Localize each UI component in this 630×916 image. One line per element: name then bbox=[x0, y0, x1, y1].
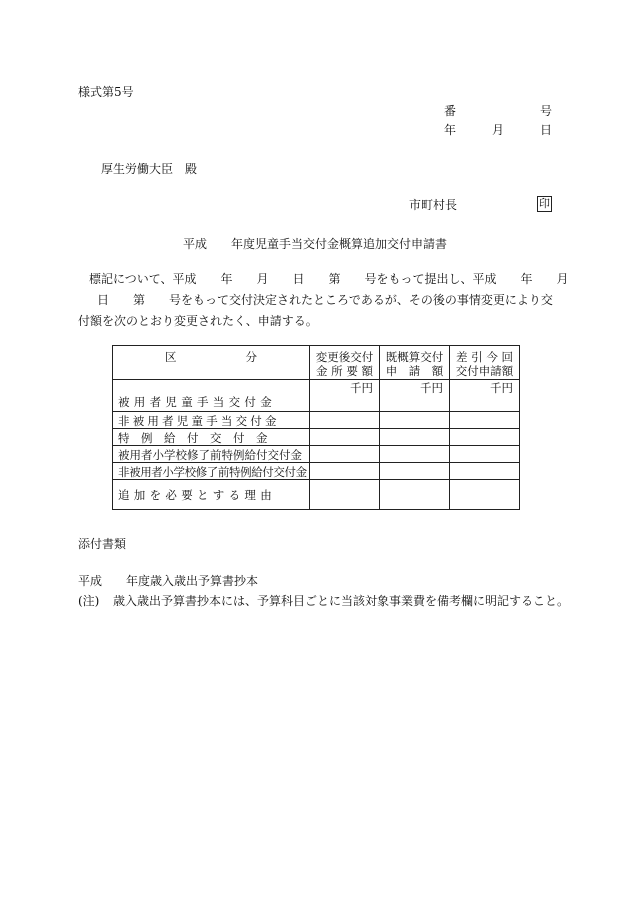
unit-label: 千円 bbox=[380, 380, 450, 412]
row-label: 非被用者小学校修了前特例給付交付金 bbox=[113, 463, 310, 480]
date-year: 年 bbox=[444, 123, 457, 137]
row-label: 追加を必要とする理由 bbox=[113, 480, 310, 510]
header-revised-amount: 変更後交付 金 所 要 額 bbox=[310, 346, 380, 380]
table-row bbox=[113, 446, 520, 463]
unit-label: 千円 bbox=[450, 380, 520, 412]
ref-ban: 番 bbox=[444, 104, 457, 118]
ref-go: 号 bbox=[540, 104, 553, 118]
table-row bbox=[113, 412, 520, 429]
value-cell bbox=[310, 429, 380, 446]
row-label: 特 例 給 付 交 付 金 bbox=[113, 429, 310, 446]
value-cell bbox=[380, 429, 450, 446]
form-number: 様式第5号 bbox=[78, 85, 134, 99]
body-line-2: 日 第 号をもって交付決定されたところであるが、その後の事情変更により交 bbox=[97, 293, 553, 307]
value-cell bbox=[310, 463, 380, 480]
addressee: 厚生労働大臣 殿 bbox=[101, 162, 198, 176]
header-category: 区 分 bbox=[113, 346, 310, 380]
table-header-row bbox=[113, 346, 520, 380]
grant-table bbox=[112, 345, 520, 510]
value-cell bbox=[310, 480, 380, 510]
attachments-heading: 添付書類 bbox=[78, 537, 127, 551]
table-row bbox=[113, 463, 520, 480]
value-cell bbox=[380, 463, 450, 480]
unit-label: 千円 bbox=[310, 380, 380, 412]
value-cell bbox=[380, 412, 450, 429]
table-row bbox=[113, 480, 520, 510]
value-cell bbox=[310, 412, 380, 429]
value-cell bbox=[450, 429, 520, 446]
row-label: 被用者児童手当交付金 bbox=[113, 380, 310, 412]
header-prior-application: 既概算交付 申 請 額 bbox=[380, 346, 450, 380]
row-label: 被用者小学校修了前特例給付交付金 bbox=[113, 446, 310, 463]
body-line-3: 付額を次のとおり変更されたく、申請する。 bbox=[78, 314, 318, 328]
row-label: 非被用者児童手当交付金 bbox=[113, 412, 310, 429]
document-title: 平成 年度児童手当交付金概算追加交付申請書 bbox=[183, 237, 448, 251]
header-current-application: 差 引 今 回 交付申請額 bbox=[450, 346, 520, 380]
table-row bbox=[113, 380, 520, 412]
note-label: (注) bbox=[78, 594, 100, 608]
value-cell bbox=[450, 463, 520, 480]
date-month: 月 bbox=[492, 123, 505, 137]
note-text: 歳入歳出予算書抄本には、予算科目ごとに当該対象事業費を備考欄に明記すること。 bbox=[113, 594, 570, 608]
date-day: 日 bbox=[540, 123, 553, 137]
value-cell bbox=[450, 446, 520, 463]
attachment-item: 平成 年度歳入歳出予算書抄本 bbox=[78, 574, 259, 588]
seal-mark: 印 bbox=[539, 197, 550, 210]
value-cell bbox=[380, 446, 450, 463]
value-cell bbox=[380, 480, 450, 510]
value-cell bbox=[310, 446, 380, 463]
sender-title: 市町村長 bbox=[409, 198, 458, 212]
table-row bbox=[113, 429, 520, 446]
body-line-1: 標記について、平成 年 月 日 第 号をもって提出し、平成 年 月 bbox=[89, 272, 569, 286]
value-cell bbox=[450, 412, 520, 429]
value-cell bbox=[450, 480, 520, 510]
